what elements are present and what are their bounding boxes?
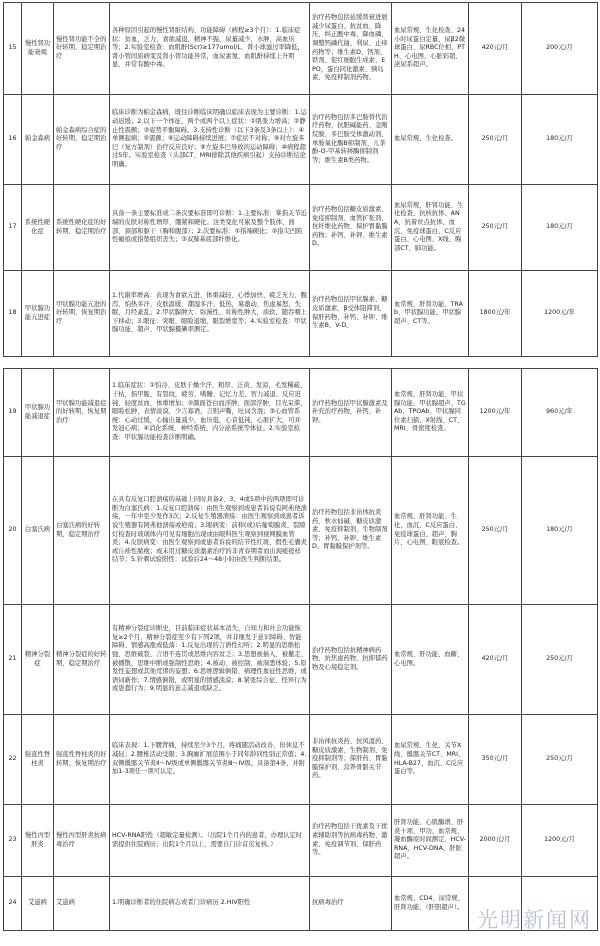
drug-scope: 治疗药物包括甲状腺素、糖皮质激素、β受体阻滞剂、保肝药物、补钙、补钾、维生素B、V-D。 [310,271,392,357]
monthly-limit: 1200元/年 [522,271,598,357]
monthly-limit: 180元/月 [522,95,598,185]
drug-scope: 治疗药物包括抗精神病药物、抗焦虑药物、抗抑郁药物及心境稳定剂。 [310,605,392,715]
treatment-standard: 慢性丙型肝炎抗病毒治疗 [54,805,110,877]
drug-scope: 治疗药物包括糖皮质激素、免疫抑制剂、血管扩张剂、抗纤维化药物、保护胃黏膜药物；补钙、补钾、维生素D。 [310,185,392,271]
annual-limit: 2000元/月 [469,805,522,877]
diagnosis-criteria: 在具有反复口腔溃疡的基础上同时具备2、3、4或5项中的两项即可诊断为白塞氏病：1.反复口腔溃疡：由医生观察到或患者诉说有阿弗他溃疡，一年中至少发作3次；2.反复生殖器溃疡：由医生观察到或患者诉说生殖器有阿弗他溃疡或疤痕；3.眼病变：前和(或)后葡萄膜炎、裂隙灯检查时玻璃体内可见有细胞出现或由眼科医生观察到视网膜血管炎；4.皮肤病变：由医生观察到或患者诉说的结节性红斑、假性毛囊炎或丘疹性脓疱；或未用过糖皮质激素治疗的非青春期者而出现痤疮样结节；5.针刺试验阳性：试验后24～48小时由医生判断结果。 [110,457,310,605]
page-break [3,360,597,368]
treatment-standard: 甲状腺功能亢进的好转期、恢复期治疗 [54,271,110,357]
diagnosis-criteria: 临床表现：1.下腰背痛，持续至少3个月，疼痛随活动改善，但休息不减轻；2.腰椎活动受限；3.胸廓扩展范围小于同年龄同性别正常值；4.双侧骶髂关节炎Ⅱ～Ⅳ级或单侧骶髂关节炎Ⅲ～Ⅳ级。具备第4条，并附加1-3项任一项可认定。 [110,715,310,805]
exam-items: 血常规、肝肾功能、生化、血沉、C反应蛋白、免疫球蛋白、超声、胸片、心电图、眼底检查。 [392,457,469,605]
disease-name: 甲状腺功能减退症 [22,369,54,457]
table-row [4,715,598,805]
diagnosis-criteria: 各种原因引起的慢性肾脏结构、功能障碍（病程≥3个月）：1.临床症状：贫血，乏力，食欲减退，精神不振，尿量减少，水肿，高血压等；2.实验室检查：血肌酐(Scr)≥177umol/L，肾小球滤过率降低，肾小管间质病变及肾小管功能异常，血尿素氮、血肌酐持续上升明显，并常有酸中毒。 [110,3,310,95]
table-row [4,271,598,357]
exam-items: 血常规、肝功能、血糖、心电图。 [392,605,469,715]
monthly-limit: 250元/月 [522,605,598,715]
row-number: 16 [4,95,22,185]
row-number: 19 [4,369,22,457]
monthly-limit: 200元/月 [522,3,598,95]
exam-items: 血常规、肝肾功能、TRAb、甲状腺功能、甲状腺超声、CT等。 [392,271,469,357]
treatment-standard: 系统性硬化症的好转期、稳定期治疗 [54,185,110,271]
diagnosis-criteria: 临床诊断为帕金森病，既往诊断临床明确以临床表现为主要诊断：1.运动迟缓；2.以下一个体征，两个或两个以上症状：①肌张力增高；②静止性震颤；③姿势平衡障碍。3.支持性诊断（以下3条及3条以上）：④单侧起病；⑤震颤；⑥运动障碍持续进展；⑦症状不对称；⑧对左旋多巴（复方制剂）治疗反应良好；⑨左旋多巴导致的运动障碍；⑩病程超过5年。实验室检查（头部CT、MRI排除其他疾病引起）支持诊断结论明确。 [110,95,310,185]
monthly-limit: 1200元/月 [522,805,598,877]
diagnosis-criteria: 具备一条主要标准或二条次要标准即可诊断：1.主要标准：掌指关节近端的皮肤对称性增厚、绷紧和硬化。这类变化可累及整个肢体、面部、颈部和躯干（胸和腹部）；2.次要标准：①指端硬化；②指尖凹陷性瘢痕或指垫组织丧失；③双肺基底部纤维化。 [110,185,310,271]
disease-name: 帕金森病 [22,95,54,185]
disease-name: 强直性脊柱炎 [22,715,54,805]
monthly-limit: 250元/月 [522,715,598,805]
disease-name: 系统性硬化症 [22,185,54,271]
annual-limit: 250元/月 [469,457,522,605]
drug-scope: 治疗药物包括延缓肾衰进展减少尿蛋白、抗贫血、降压、纠正酸中毒、降血磷、调整钙磷代谢、利尿、止痒药物等；维生素D、钙剂、铁剂、促红细胞生成素、EPO，蛋白同化激素、胰岛素、免疫抑制剂药物。 [310,3,392,95]
exam-items: 血常规、CD4、尿常规、肝肾功能、（肝胆超声）。 [392,877,469,931]
table-row [4,605,598,715]
exam-items: 血尿常规、生化、关节X线、骶髂关节CT、MRI、HLA-B27、血沉、C反应蛋白等。 [392,715,469,805]
treatment-standard: 白塞氏病的好转期、稳定期治疗 [54,457,110,605]
diagnosis-criteria: HCV-RNA阳性（超敏定量检测）。（出院1个月内的患者，办理认定时需提供住院病历；出院1个月以上，需要自门诊首页复核。） [110,805,310,877]
table-row [4,185,598,271]
table-row [4,457,598,605]
drug-scope: 治疗药物包括多巴胺替代治疗药物、抗胆碱能药、金刚烷胺、多巴胺受体激动剂、单胺氧化酶B抑制剂、儿茶酚-O-甲基转移酶抑制剂等；维生素B类药物。 [310,95,392,185]
row-number: 22 [4,715,22,805]
disease-table-part-1 [3,2,598,357]
annual-limit: 250元/月 [469,95,522,185]
disease-name: 慢性肾功能衰竭 [22,3,54,95]
annual-limit: 1800元/年 [469,271,522,357]
diagnosis-criteria: 1.临床症状：①怕冷、皮肤干燥少汗、粗厚、泛黄、发凉，毛发稀疏、干枯，指甲脆、有裂纹，疲劳、嗜睡、记忆力差、智力减退、反应迟钝、轻度贫血、体重增加；②颜面苍白而浮肿，面部浮肿，目光呆滞，眼睑松肿，表情淡漠，少言寡语，言则声嘶，吐词含混；③心血管系统：心动过缓，心输出量减少，血压低，心音低钝，心脏扩大，可并发冠心病；④消化系统、神经系统、内分泌系统等体征。2.实验室检查：甲状腺功能检查诊断明确。 [110,369,310,457]
row-number: 21 [4,605,22,715]
watermark-logo: 光明新闻网 [477,908,592,932]
treatment-standard: 帕金森病综合症的好转期、稳定期治疗 [54,95,110,185]
exam-items: 血尿常规、肝肾功能、生化检查、抗核抗体、ANA、抗着丝点抗体、血沉、免疫球蛋白、C反应蛋白、心电图、X线、胸部CT、肺功能。 [392,185,469,271]
disease-name: 精神分裂症 [22,605,54,715]
treatment-standard: 强直性脊柱炎的好转期、恢复期治疗 [54,715,110,805]
table-row [4,3,598,95]
disease-name: 甲状腺功能亢进症 [22,271,54,357]
drug-scope: 治疗药物包括甲状腺激素及补充治疗药物，补钙、补钾。 [310,369,392,457]
annual-limit: 1200元/年 [469,369,522,457]
exam-items: 血尿常规、生化检查、24小时尿蛋白定量、尿β2微球蛋白、尿RBC位相、PTH、心电图、心脏彩超、泌尿系超声。 [392,3,469,95]
exam-items: 血尿常规、生化检查。 [392,95,469,185]
monthly-limit: 180元/月 [522,457,598,605]
drug-scope: 治疗药物包括非甾体抗炎药、秋水仙碱、糖皮质激素、免疫抑制剂、生物制剂等；补钙、补钾、维生素D、胃黏膜保护剂等。 [310,457,392,605]
monthly-limit: 960元/年 [522,369,598,457]
diagnosis-criteria: 有精神分裂症诊断史，目前临床症状基本消失，自知力和社会功能恢复≥2个月，精神分裂症至少有下列2项，并非继发于意识障碍、智能障碍、情感高涨或低落：1.反复出现的言语性幻听；2.明显的思维松弛、思维破裂、言语不连贯或思维内容贫乏；3.思想被插入、被撤走、被播散、思维中断或强制性思维；4.被动、被控制、被洞悉体验；5.原发性妄想或其他荒谬的妄想；6.思维逻辑倒错、病理性象征性思维，或语词新作；7.情感倒错，或明显的情感淡漠；8.紧张综合征、怪异行为或愚蠢行为；9.明显的意志减退或缺乏。 [110,605,310,715]
treatment-standard: 精神分裂症的好转期、稳定期治疗 [54,605,110,715]
treatment-standard: 甲状腺功能减退症的好转期、恢复期治疗 [54,369,110,457]
disease-name: 慢性丙型肝炎 [22,805,54,877]
disease-name: 白塞氏病 [22,457,54,605]
row-number: 23 [4,805,22,877]
drug-scope: 治疗药物包括干扰素及干扰素辅助剂等抗病毒药物、激素、免疫调节剂、保肝药等。 [310,805,392,877]
row-number: 15 [4,3,22,95]
exam-items: 血常规、肝肾功能、甲状腺功能、甲状腺超声、TGAb、TPOAb、甲状腺同位素扫描、X射线、CT、MRI、骨密度检查。 [392,369,469,457]
row-number: 24 [4,877,22,931]
table-row [4,805,598,877]
annual-limit: 250元/月 [469,185,522,271]
treatment-standard: 慢性肾功能不全的好转期、稳定期治疗 [54,3,110,95]
exam-items: 肝肾功能、心肌酶谱、肝炎十项、甲功、血常规、凝血酶原时间测定、HCV-RNA、HCV-DNA、肝脏超声。 [392,805,469,877]
row-number: 20 [4,457,22,605]
diagnosis-criteria: 1.代谢率增高：表现为食欲亢进、体重减轻、心悸加快、疲乏无力、腹泻、怕热多汗、皮肤温暖、潮湿多汗、低热，易激动，焦虑易怒，失眠，月经紊乱；2.甲状腺肿大：弥漫性、对称性肿大，质软，随吞咽上下移动；3.眼征：突眼、眼睑退缩，眼裂增宽等；4.实验室检查：甲状腺功能、超声、甲状腺摄碘率测定。 [110,271,310,357]
row-number: 18 [4,271,22,357]
row-number: 17 [4,185,22,271]
table-row [4,369,598,457]
drug-scope: 抗病毒治疗 [310,877,392,931]
annual-limit: 420元/月 [469,605,522,715]
drug-scope: 非甾体抗炎药、抗风湿药、糖皮质激素、生物制剂、免疫抑制剂等；保肝药、胃黏膜保护剂、营养骨骼关节药。 [310,715,392,805]
monthly-limit: 180元/月 [522,185,598,271]
disease-name: 艾滋病 [22,877,54,931]
disease-table-part-2 [3,368,598,931]
treatment-standard: 艾滋病 [54,877,110,931]
annual-limit: 350元/月 [469,715,522,805]
annual-limit: 420元/月 [469,3,522,95]
table-row [4,95,598,185]
diagnosis-criteria: 1.明确诊断者的住院病志或者门诊病历 2.HIV阳性 [110,877,310,931]
